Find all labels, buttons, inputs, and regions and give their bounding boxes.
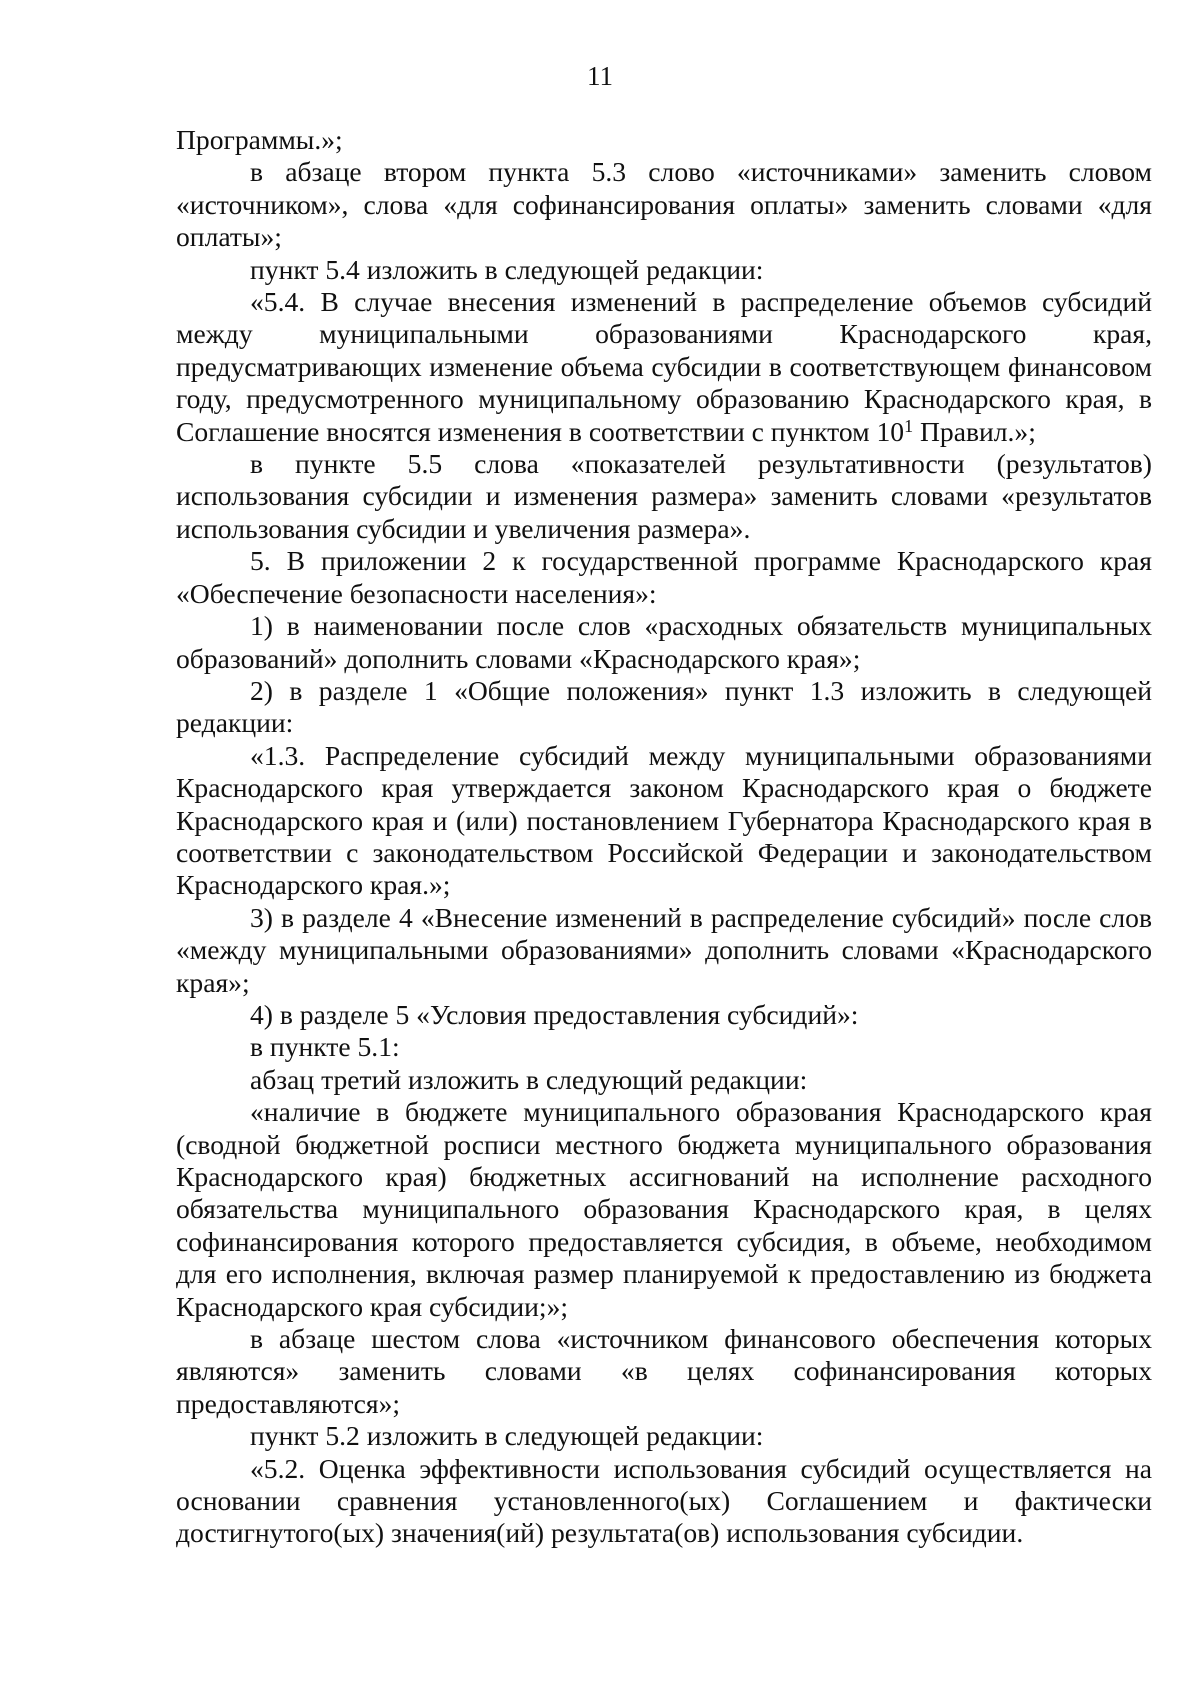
- page-number: 11: [587, 61, 613, 91]
- paragraph-9: «1.3. Распределение субсидий между муниципальными образованиями Краснодарского края утверждается законом Краснодарского края о бюджете Краснодарского края и (или) постановлением Губернатора Краснодарского края в соответствии с законодательством Российской Федерации и законодательством Краснодарского края.»;: [176, 739, 1152, 901]
- paragraph-1: Программы.»;: [176, 124, 343, 155]
- paragraph-2: в абзаце втором пункта 5.3 слово «источниками» заменить словом «источником», слова «для софинансирования оплаты» заменить словами «для оплаты»;: [176, 156, 1152, 253]
- paragraph-13: абзац третий изложить в следующий редакции:: [250, 1063, 808, 1095]
- paragraph-4-text: «5.4. В случае внесения изменений в распределение объемов субсидий между муниципальными образованиями Краснодарского края, предусматривающих изменение объема субсидии в соответствующем финансовом году, предусмотренного муниципальному образованию Краснодарского края, в Соглашение вносятся изменения в соответствии с пунктом 10: [176, 286, 1152, 447]
- paragraph-11: 4) в разделе 5 «Условия предоставления субсидий»:: [250, 998, 859, 1030]
- paragraph-6: 5. В приложении 2 к государственной программе Краснодарского края «Обеспечение безопасности населения»:: [176, 545, 1152, 609]
- paragraph-7: 1) в наименовании после слов «расходных обязательств муниципальных образований» дополнить словами «Краснодарского края»;: [176, 610, 1152, 674]
- paragraph-16: пункт 5.2 изложить в следующей редакции:: [250, 1420, 764, 1452]
- paragraph-3: пункт 5.4 изложить в следующей редакции:: [250, 253, 764, 285]
- paragraph-17: «5.2. Оценка эффективности использования субсидий осуществляется на основании сравнения установленного(ых) Соглашением и фактически достигнутого(ых) значения(ий) результата(ов) использования субсидии.: [176, 1452, 1152, 1549]
- paragraph-10: 3) в разделе 4 «Внесение изменений в распределение субсидий» после слов «между муниципальными образованиями» дополнить словами «Краснодарского края»;: [176, 901, 1152, 998]
- paragraph-12: в пункте 5.1:: [250, 1031, 400, 1063]
- superscript: 1: [904, 415, 914, 436]
- paragraph-5: в пункте 5.5 слова «показателей результативности (результатов) использования субсидии и изменения размера» заменить словами «результатов использования субсидии и увеличения размера».: [176, 448, 1152, 544]
- paragraph-15: в абзаце шестом слова «источником финансового обеспечения которых являются» заменить словами «в целях софинансирования которых предоставляются»;: [176, 1323, 1152, 1419]
- paragraph-8: 2) в разделе 1 «Общие положения» пункт 1.3 изложить в следующей редакции:: [176, 674, 1152, 739]
- paragraph-14: «наличие в бюджете муниципального образования Краснодарского края (сводной бюджетной росписи местного бюджета муниципального образования Краснодарского края) бюджетных ассигнований на исполнение расходного обязательства муниципального образования Краснодарского края, в целях софинансирования которого предоставляется субсидия, в объеме, необходимом для его исполнения, включая размер планируемой к предоставлению из бюджета Краснодарского края субсидии;»;: [176, 1096, 1152, 1322]
- document-body: [176, 124, 1152, 1550]
- paragraph-4-tail: Правил.»;: [913, 415, 1036, 447]
- paragraph-4: [176, 286, 1152, 448]
